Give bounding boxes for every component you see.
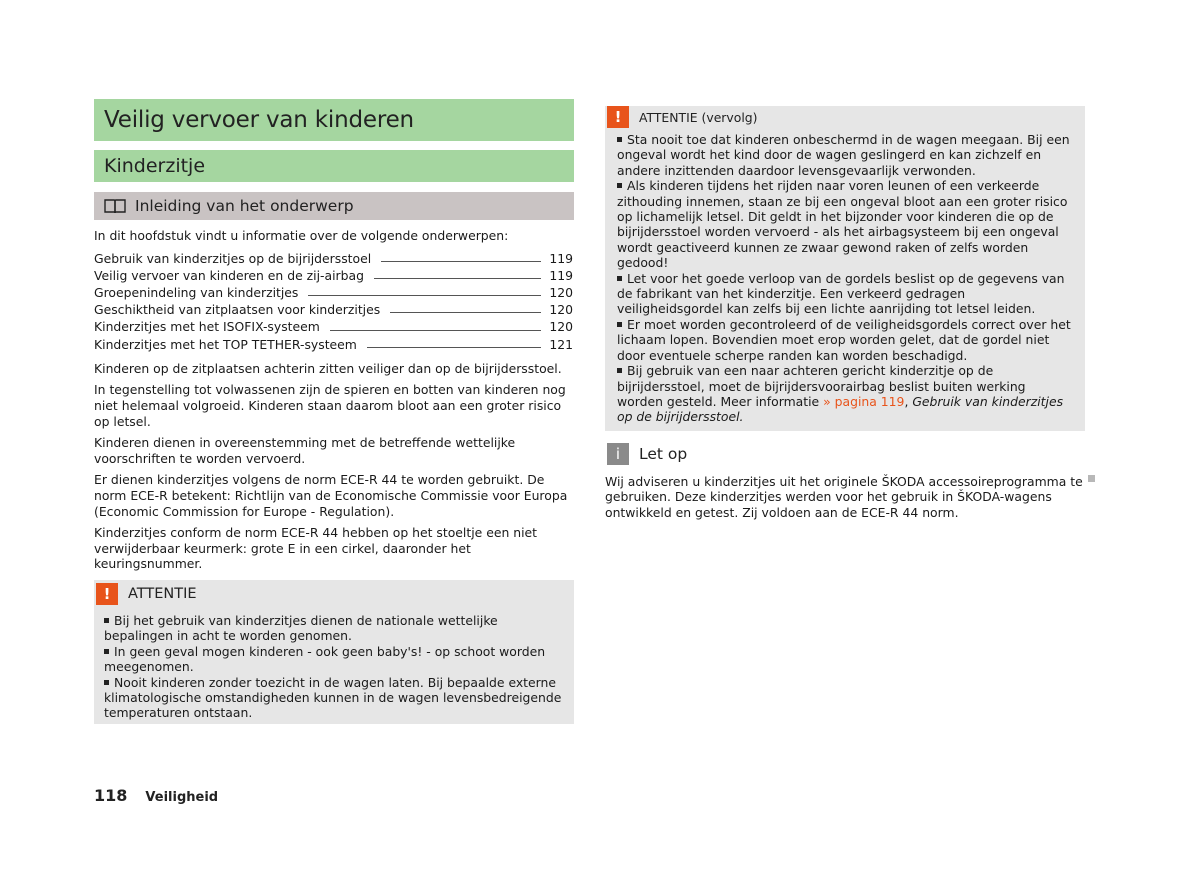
page-link[interactable]: » pagina 119 bbox=[823, 393, 905, 409]
warning-item: Bij het gebruik van kinderzitjes dienen de nationale wettelijke bepalingen in acht te worden genomen. bbox=[104, 612, 498, 644]
left-column bbox=[94, 99, 574, 724]
subsection-heading bbox=[94, 192, 574, 220]
right-column bbox=[605, 98, 1085, 521]
body-paragraph: Er dienen kinderzitjes volgens de norm ECE-R 44 te worden gebruikt. De norm ECE-R betekent: Richtlijn van de Economische Commissie voor Europa (Economic Commission for Europe - Regulation). bbox=[94, 472, 568, 519]
note-text: Wij adviseren u kinderzitjes uit het originele ŠKODA accessoireprogramma te gebruiken. Deze kinderzitjes werden voor het gebruik in ŠKODA-wagens ontwikkeld en getest. Zij voldoen aan de ECE-R 44 norm. bbox=[605, 473, 1083, 520]
section-title: Kinderzitje bbox=[94, 150, 574, 182]
warning-item: Let voor het goede verloop van de gordels beslist op de gegevens van de fabrikant van het kinderzitje. Een verkeerd gedragen veiligheidsgordel kan zelfs bij een lichte aanrijding tot letsel leiden. bbox=[617, 270, 1065, 317]
warning-item: Als kinderen tijdens het rijden naar voren leunen of een verkeerde zithouding innemen, staan ze bij een ongeval bloot aan een groter risico op lichamelijk letsel. Dit geldt in het bijzonder voor kinderen die op de bijrijdersstoel worden vervoerd - als het airbagsysteem bij een ongeval wordt geactiveerd kunnen ze zwaar gewond raken of zelfs worden gedood! bbox=[617, 178, 1068, 271]
topic-item[interactable]: Kinderzitjes met het ISOFIX-systeem 120 bbox=[94, 319, 573, 335]
subsection-heading-label: Inleiding van het onderwerp bbox=[135, 197, 354, 215]
warning-item: Bij gebruik van een naar achteren gericht kinderzitje op de bijrijdersstoel, moet de bijrijdersvoorairbag beslist buiten werking worden gesteld. Meer informatie » pagina 119, Gebruik van kinderzitjes op de bijrijdersstoel. bbox=[617, 363, 1064, 425]
info-icon: i bbox=[607, 443, 629, 465]
warning-item: Sta nooit toe dat kinderen onbeschermd in de wagen meegaan. Bij een ongeval wordt het kind door de wagen geslingerd en kan zichzelf en andere inzittenden daardoor levensgevaarlijk verwonden. bbox=[617, 132, 1070, 178]
body-paragraph: Kinderen dienen in overeenstemming met de betreffende wettelijke voorschriften te worden vervoerd. bbox=[94, 435, 516, 466]
warning-box bbox=[94, 580, 574, 724]
footer-section: Veiligheid bbox=[145, 790, 219, 805]
book-icon bbox=[104, 198, 126, 214]
end-of-section-marker bbox=[1088, 475, 1095, 482]
warning-title: ATTENTIE (vervolg) bbox=[639, 109, 758, 125]
warning-item: In geen geval mogen kinderen - ook geen baby's! - op schoot worden meegenomen. bbox=[104, 643, 546, 675]
warning-item: Nooit kinderen zonder toezicht in de wagen laten. Bij bepaalde externe klimatologische omstandigheden kunnen in de wagen levensbedreigende temperaturen ontstaan. bbox=[104, 674, 562, 721]
topic-item[interactable]: Gebruik van kinderzitjes op de bijrijdersstoel 119 bbox=[94, 250, 573, 266]
intro-text: In dit hoofdstuk vindt u informatie over de volgende onderwerpen: bbox=[94, 228, 509, 243]
topic-list bbox=[94, 250, 574, 353]
chapter-title: Veilig vervoer van kinderen bbox=[94, 99, 574, 141]
page-footer bbox=[94, 786, 218, 805]
topic-item[interactable]: Geschiktheid van zitplaatsen voor kinderzitjes 120 bbox=[94, 302, 573, 318]
warning-item: Er moet worden gecontroleerd of de veiligheidsgordels correct over het lichaam lopen. Bovendien moet erop worden gelet, dat de gordel niet door eventuele scherpe randen kan worden beschadigd. bbox=[617, 316, 1071, 363]
note-heading bbox=[605, 441, 1085, 467]
topic-item[interactable]: Groepenindeling van kinderzitjes 120 bbox=[94, 285, 573, 300]
exclamation-icon: ! bbox=[607, 106, 629, 128]
body-paragraph: In tegenstelling tot volwassenen zijn de spieren en botten van kinderen nog niet helemaal volgroeid. Kinderen staan daarom bloot aan een groter risico op letsel. bbox=[94, 382, 566, 429]
reference-title: Gebruik van kinderzitjes op de bijrijdersstoel. bbox=[617, 393, 1064, 425]
note-title: Let op bbox=[639, 444, 688, 463]
topic-item[interactable]: Kinderzitjes met het TOP TETHER-systeem 121 bbox=[94, 336, 573, 352]
body-paragraph: Kinderzitjes conform de norm ECE-R 44 hebben op het stoeltje een niet verwijderbaar keurmerk: grote E in een cirkel, daaronder het keuringsnummer. bbox=[94, 525, 538, 572]
warning-title: ATTENTIE bbox=[128, 585, 197, 602]
body-paragraph: Kinderen op de zitplaatsen achterin zitten veiliger dan op de bijrijdersstoel. bbox=[94, 360, 562, 376]
topic-item[interactable]: Veilig vervoer van kinderen en de zij-airbag 119 bbox=[94, 267, 573, 283]
page-number: 118 bbox=[94, 786, 128, 805]
exclamation-icon: ! bbox=[96, 583, 118, 605]
warning-box-continued bbox=[605, 106, 1085, 431]
